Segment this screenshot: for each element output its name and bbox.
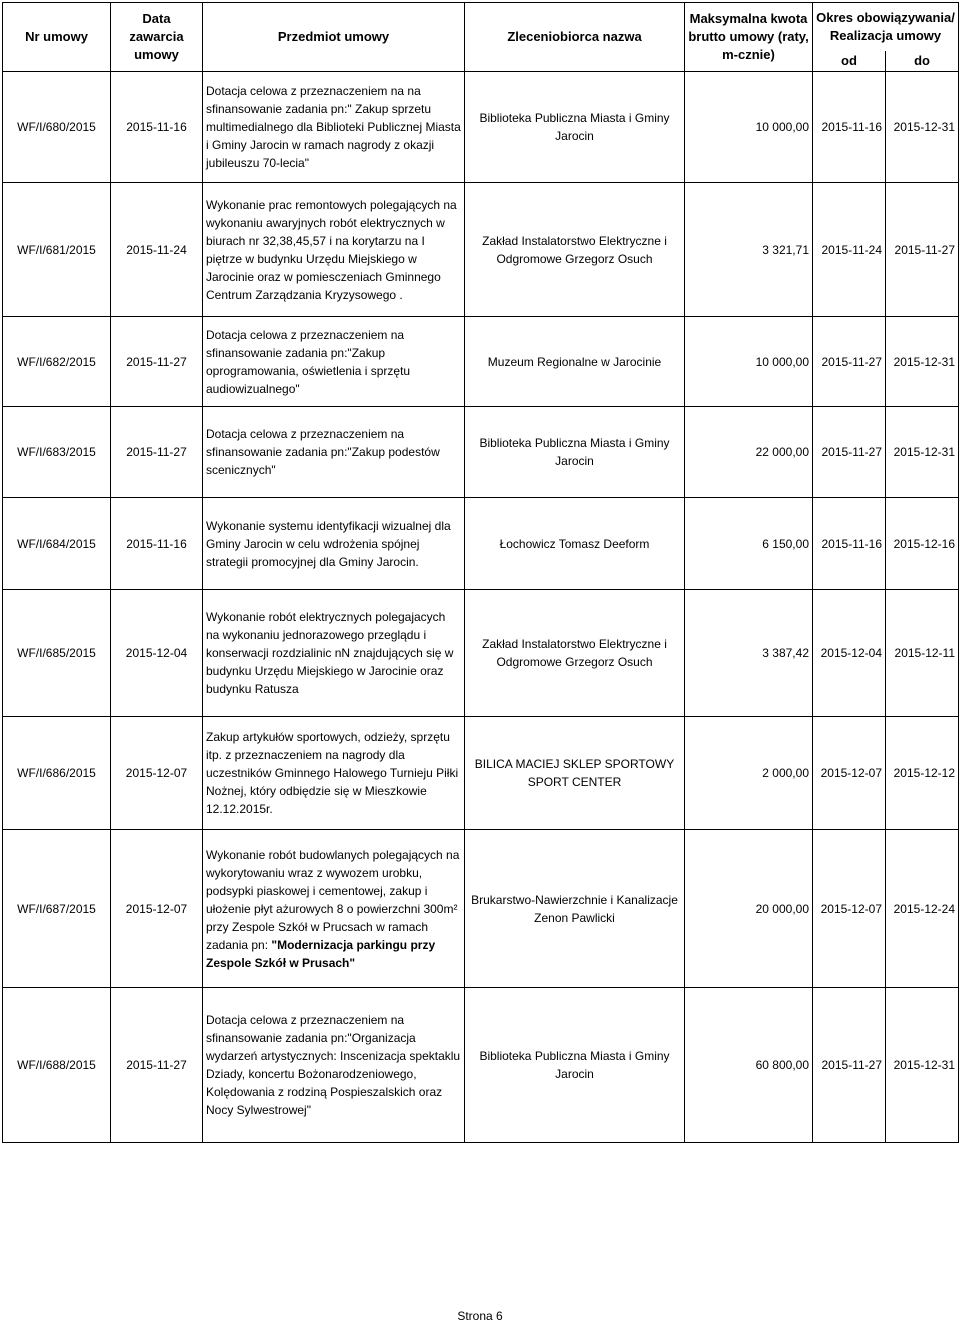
cell-nr: WF/I/682/2015 [3,317,111,407]
cell-do: 2015-11-27 [886,183,959,317]
przedmiot-text: Dotacja celowa z przeznaczeniem na sfinansowanie zadania pn:"Zakup podestów scenicznych" [206,427,440,477]
table-body [3,72,959,1143]
cell-zleceniobiorca: Biblioteka Publiczna Miasta i Gminy Jarocin [465,72,685,183]
col-przedmiot: Przedmiot umowy [203,3,465,72]
cell-do: 2015-12-31 [886,988,959,1143]
cell-zleceniobiorca: Biblioteka Publiczna Miasta i Gminy Jarocin [465,407,685,498]
cell-zleceniobiorca: Biblioteka Publiczna Miasta i Gminy Jarocin [465,988,685,1143]
cell-do: 2015-12-31 [886,72,959,183]
table-row [3,407,959,498]
cell-kwota: 10 000,00 [685,72,813,183]
cell-nr: WF/I/680/2015 [3,72,111,183]
cell-do: 2015-12-31 [886,317,959,407]
cell-data: 2015-11-24 [111,183,203,317]
cell-nr: WF/I/688/2015 [3,988,111,1143]
cell-data: 2015-12-07 [111,717,203,830]
cell-do: 2015-12-11 [886,590,959,717]
cell-do: 2015-12-31 [886,407,959,498]
cell-przedmiot [203,717,465,830]
table-row [3,498,959,590]
cell-zleceniobiorca: Zakład Instalatorstwo Elektryczne i Odgromowe Grzegorz Osuch [465,183,685,317]
cell-do: 2015-12-24 [886,830,959,988]
cell-kwota: 20 000,00 [685,830,813,988]
cell-data: 2015-12-04 [111,590,203,717]
cell-od: 2015-11-16 [813,498,886,590]
cell-przedmiot [203,498,465,590]
contracts-table [2,2,959,1143]
cell-przedmiot [203,183,465,317]
cell-zleceniobiorca: Zakład Instalatorstwo Elektryczne i Odgromowe Grzegorz Osuch [465,590,685,717]
przedmiot-text: Zakup artykułów sportowych, odzieży, sprzętu itp. z przeznaczeniem na nagrody dla uczestników Gminnego Halowego Turnieju Piłki Nożnej, który odbiędzie się w Mieszkowie 12.12.2015r. [206,730,459,816]
table-row [3,717,959,830]
col-okres: Okres obowiązywania/ Realizacja umowy [813,3,959,52]
cell-przedmiot [203,407,465,498]
col-do: do [886,51,959,72]
przedmiot-bold-text: "Modernizacja parkingu przy Zespole Szkół w Prusach" [206,937,436,970]
przedmiot-text: Wykonanie robót elektrycznych polegajacych na wykonaniu jednorazowego przeglądu i konserwacji rozdzialinic nN znajdujących się w budynku Urzędu Miejskiego w Jarocinie oraz budynku Ratusza [206,610,454,696]
cell-kwota: 60 800,00 [685,988,813,1143]
cell-od: 2015-11-16 [813,72,886,183]
cell-przedmiot [203,830,465,988]
cell-zleceniobiorca: Muzeum Regionalne w Jarocinie [465,317,685,407]
table-row [3,988,959,1143]
col-od: od [813,51,886,72]
przedmiot-text: Dotacja celowa z przeznaczeniem na sfinansowanie zadania pn:"Zakup oprogramowania, oświetlenia i sprzętu audiowizualnego" [206,327,411,396]
table-row [3,590,959,717]
cell-data: 2015-11-27 [111,988,203,1143]
cell-przedmiot [203,590,465,717]
cell-od: 2015-12-07 [813,830,886,988]
cell-kwota: 22 000,00 [685,407,813,498]
page-footer: Strona 6 [457,1309,503,1323]
cell-od: 2015-12-04 [813,590,886,717]
cell-data: 2015-11-27 [111,407,203,498]
cell-nr: WF/I/687/2015 [3,830,111,988]
cell-nr: WF/I/685/2015 [3,590,111,717]
cell-do: 2015-12-12 [886,717,959,830]
cell-od: 2015-11-27 [813,407,886,498]
cell-nr: WF/I/683/2015 [3,407,111,498]
przedmiot-text: Dotacja celowa z przeznaczeniem na na sfinansowanie zadania pn:" Zakup sprzetu multimedialnego dla Biblioteki Publicznej Miasta i Gminy Jarocin w ramach nagrody z okazji jubileuszu 70-lecia" [206,84,461,170]
cell-data: 2015-11-16 [111,72,203,183]
table-row [3,830,959,988]
cell-od: 2015-12-07 [813,717,886,830]
table-row [3,183,959,317]
cell-do: 2015-12-16 [886,498,959,590]
cell-od: 2015-11-27 [813,317,886,407]
col-data-zawarcia: Data zawarcia umowy [111,3,203,72]
cell-kwota: 2 000,00 [685,717,813,830]
col-zleceniobiorca: Zleceniobiorca nazwa [465,3,685,72]
cell-kwota: 3 387,42 [685,590,813,717]
cell-kwota: 6 150,00 [685,498,813,590]
cell-nr: WF/I/681/2015 [3,183,111,317]
cell-data: 2015-11-16 [111,498,203,590]
cell-przedmiot [203,72,465,183]
col-kwota: Maksymalna kwota brutto umowy (raty, m-cznie) [685,3,813,72]
przedmiot-text: Wykonanie robót budowlanych polegających na wykorytowaniu wraz z wywozem urobku, podsypki piaskowej i cementowej, zakup i ułożenie płyt ażurowych 8 o powierzchni 300m² przy Zespole Szkół w Prucsach w ramach zadania pn: [206,847,460,952]
przedmiot-text: Wykonanie prac remontowych polegających na wykonaniu awaryjnych robót elektrycznych w biurach nr 32,38,45,57 i na korytarzu na I piętrze w budynku Urzędu Miejskiego w Jarocinie oraz w pomiesczeniach Gminnego Centrum Zarządzania Kryzysowego . [206,197,457,302]
cell-zleceniobiorca: Łochowicz Tomasz Deeform [465,498,685,590]
cell-od: 2015-11-27 [813,988,886,1143]
cell-od: 2015-11-24 [813,183,886,317]
cell-nr: WF/I/686/2015 [3,717,111,830]
cell-kwota: 10 000,00 [685,317,813,407]
cell-zleceniobiorca: Brukarstwo-Nawierzchnie i Kanalizacje Zenon Pawlicki [465,830,685,988]
cell-kwota: 3 321,71 [685,183,813,317]
cell-zleceniobiorca: BILICA MACIEJ SKLEP SPORTOWY SPORT CENTER [465,717,685,830]
cell-przedmiot [203,317,465,407]
col-nr-umowy: Nr umowy [3,3,111,72]
cell-data: 2015-11-27 [111,317,203,407]
table-row [3,317,959,407]
cell-przedmiot [203,988,465,1143]
table-row [3,72,959,183]
table-header [3,3,959,72]
cell-data: 2015-12-07 [111,830,203,988]
przedmiot-text: Dotacja celowa z przeznaczeniem na sfinansowanie zadania pn:"Organizacja wydarzeń artystycznych: Inscenizacja spektaklu Dziady, koncertu Bożonarodzeniowego, Kolędowania z rodziną Pospieszalskich oraz Nocy Sylwestrowej" [206,1013,461,1117]
cell-nr: WF/I/684/2015 [3,498,111,590]
przedmiot-text: Wykonanie systemu identyfikacji wizualnej dla Gminy Jarocin w celu wdrożenia spójnej strategii promocyjnej dla Gminy Jarocin. [206,518,451,569]
